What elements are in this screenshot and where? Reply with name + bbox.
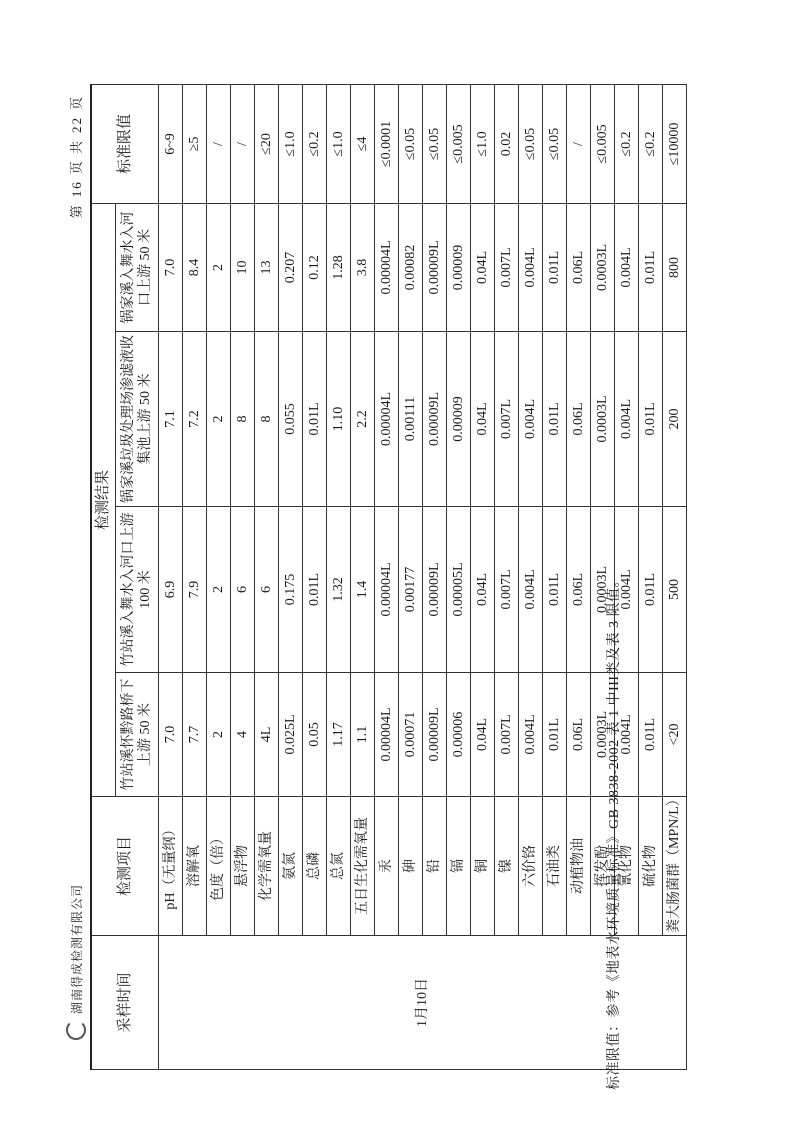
item-name: 总氮	[327, 797, 351, 936]
table-row	[567, 84, 591, 1069]
table-row	[351, 84, 375, 1069]
table-row	[183, 84, 207, 1069]
table-row	[255, 84, 279, 1069]
result-value: 500	[663, 507, 687, 673]
header-item: 检测项目	[91, 797, 159, 936]
result-value: 10	[231, 203, 255, 331]
result-value: 0.00004L	[375, 203, 399, 331]
result-value: 0.207	[279, 203, 303, 331]
item-name: 悬浮物	[231, 797, 255, 936]
table-row	[279, 84, 303, 1069]
result-value: 0.00004L	[375, 332, 399, 507]
table-row	[399, 84, 423, 1069]
result-value: 7.1	[159, 332, 183, 507]
item-name: pH（无量纲）	[159, 797, 183, 936]
item-name: 五日生化需氧量	[351, 797, 375, 936]
result-value: 1.1	[351, 673, 375, 797]
result-value: 3.8	[351, 203, 375, 331]
result-value: 0.0003L	[591, 203, 615, 331]
result-value: 0.175	[279, 507, 303, 673]
item-name: 化学需氧量	[255, 797, 279, 936]
standard-limit: ≤0.2	[303, 84, 327, 203]
result-value: 0.055	[279, 332, 303, 507]
standard-limit: ≤0.05	[399, 84, 423, 203]
result-value: 0.025L	[279, 673, 303, 797]
result-value: 0.04L	[471, 203, 495, 331]
header-results: 检测结果	[91, 203, 116, 796]
header-standard: 标准限值	[91, 84, 159, 203]
result-value: 6.9	[159, 507, 183, 673]
result-value: 0.04L	[471, 332, 495, 507]
result-value: 8	[231, 332, 255, 507]
result-value: 0.01L	[639, 507, 663, 673]
result-value: 7.0	[159, 673, 183, 797]
result-value: 0.00006	[447, 673, 471, 797]
result-value: 6	[255, 507, 279, 673]
result-value: 0.0003L	[591, 332, 615, 507]
company-header	[66, 884, 86, 1040]
result-value: 0.04L	[471, 507, 495, 673]
result-value: 7.0	[159, 203, 183, 331]
result-value: 1.17	[327, 673, 351, 797]
item-name: 色度（倍）	[207, 797, 231, 936]
header-site-3: 锅家溪垃圾处理场渗滤液收集池上游 50 米	[116, 332, 159, 507]
table-row	[327, 84, 351, 1069]
table-row	[663, 84, 687, 1069]
table-row	[543, 84, 567, 1069]
result-value: 8	[255, 332, 279, 507]
result-value: 2.2	[351, 332, 375, 507]
standard-limit: ≤0.005	[591, 84, 615, 203]
standard-limit: ≤10000	[663, 84, 687, 203]
result-value: 0.007L	[495, 507, 519, 673]
standard-limit: ≤0.05	[519, 84, 543, 203]
result-value: 7.9	[183, 507, 207, 673]
result-value: 0.06L	[567, 332, 591, 507]
result-value: 0.004L	[519, 507, 543, 673]
item-name: 总磷	[303, 797, 327, 936]
table-row	[303, 84, 327, 1069]
result-value: 0.007L	[495, 673, 519, 797]
result-value: 200	[663, 332, 687, 507]
table-row	[207, 84, 231, 1069]
result-value: 0.00004L	[375, 507, 399, 673]
result-value: 2	[207, 507, 231, 673]
item-name: 汞	[375, 797, 399, 936]
result-value: 0.01L	[543, 203, 567, 331]
result-value: 0.004L	[615, 673, 639, 797]
standard-limit: /	[207, 84, 231, 203]
standard-limit: ≤20	[255, 84, 279, 203]
item-name: 动植物油	[567, 797, 591, 936]
result-value: 0.00071	[399, 673, 423, 797]
result-value: 0.00004L	[375, 673, 399, 797]
result-value: 0.00009	[447, 332, 471, 507]
standard-limit: ≤0.005	[447, 84, 471, 203]
item-name: 砷	[399, 797, 423, 936]
result-value: 0.004L	[615, 507, 639, 673]
result-value: 0.00009	[447, 203, 471, 331]
result-value: 0.01L	[639, 203, 663, 331]
table-row	[159, 84, 183, 1069]
result-value: 0.0003L	[591, 673, 615, 797]
item-name: 溶解氧	[183, 797, 207, 936]
result-value: 0.01L	[303, 332, 327, 507]
result-value: 0.00177	[399, 507, 423, 673]
table-row	[447, 84, 471, 1069]
result-value: 0.01L	[543, 673, 567, 797]
item-name: 石油类	[543, 797, 567, 936]
table-row	[375, 84, 399, 1069]
result-value: 0.05	[303, 673, 327, 797]
standard-limit: ≤0.05	[423, 84, 447, 203]
standard-limit: ≤0.05	[543, 84, 567, 203]
result-value: 1.4	[351, 507, 375, 673]
header-site-2: 竹站溪入舞水入河口上游 100 米	[116, 507, 159, 673]
standard-limit: ≤0.2	[615, 84, 639, 203]
result-value: 0.12	[303, 203, 327, 331]
result-value: 0.00005L	[447, 507, 471, 673]
item-name: 六价铬	[519, 797, 543, 936]
header-site-1: 竹站溪怀黔路桥下上游 50 米	[116, 673, 159, 797]
result-value: 0.06L	[567, 507, 591, 673]
table-row	[423, 84, 447, 1069]
result-value: 0.04L	[471, 673, 495, 797]
standard-limit: ≤0.0001	[375, 84, 399, 203]
result-value: 7.2	[183, 332, 207, 507]
page-number: 第16页 共22页	[69, 95, 84, 219]
result-value: 0.01L	[639, 673, 663, 797]
result-value: 2	[207, 203, 231, 331]
item-name: 粪大肠菌群（MPN/L）	[663, 797, 687, 936]
result-value: 4	[231, 673, 255, 797]
table-row	[471, 84, 495, 1069]
result-value: 0.06L	[567, 673, 591, 797]
result-value: 0.00009L	[423, 673, 447, 797]
result-value: 0.01L	[639, 332, 663, 507]
result-value: 0.004L	[615, 203, 639, 331]
result-value: 7.7	[183, 673, 207, 797]
result-value: 0.06L	[567, 203, 591, 331]
result-value: 0.004L	[519, 673, 543, 797]
result-value: 1.10	[327, 332, 351, 507]
result-value: 0.00009L	[423, 332, 447, 507]
result-value: 0.01L	[303, 507, 327, 673]
result-value: 0.004L	[519, 332, 543, 507]
standard-limit: ≤1.0	[327, 84, 351, 203]
item-name: 镉	[447, 797, 471, 936]
standard-note: 标准限值：参考《地表水环境质量标准》GB 3838-2002 表 1 中III类及表 3 限值。	[607, 572, 622, 1090]
item-name: 镍	[495, 797, 519, 936]
result-value: 1.32	[327, 507, 351, 673]
standard-limit: ≤1.0	[279, 84, 303, 203]
item-name: 铜	[471, 797, 495, 936]
result-value: 0.0003L	[591, 507, 615, 673]
header-sampling-time: 采样时间	[91, 936, 159, 1070]
result-value: 0.01L	[543, 507, 567, 673]
item-name: 铅	[423, 797, 447, 936]
standard-limit: /	[567, 84, 591, 203]
result-value: 0.00082	[399, 203, 423, 331]
result-value: 0.004L	[519, 203, 543, 331]
result-value: 0.00009L	[423, 507, 447, 673]
item-name: 氨氮	[279, 797, 303, 936]
standard-limit: ≤0.2	[639, 84, 663, 203]
result-value: 8.4	[183, 203, 207, 331]
result-value: <20	[663, 673, 687, 797]
company-name: 湖南得成检测有限公司	[69, 883, 84, 1014]
result-value: 800	[663, 203, 687, 331]
item-name: 挥发酚	[591, 797, 615, 936]
standard-limit: /	[231, 84, 255, 203]
standard-limit: ≤4	[351, 84, 375, 203]
item-name: 氰化物	[615, 797, 639, 936]
result-value: 0.00111	[399, 332, 423, 507]
table-row	[639, 84, 663, 1069]
table-row	[231, 84, 255, 1069]
company-logo-icon	[66, 1020, 86, 1040]
result-value: 0.007L	[495, 203, 519, 331]
table-row	[495, 84, 519, 1069]
standard-limit: 6~9	[159, 84, 183, 203]
result-value: 0.007L	[495, 332, 519, 507]
table-row	[519, 84, 543, 1069]
result-value: 4L	[255, 673, 279, 797]
item-name: 硫化物	[639, 797, 663, 936]
results-table	[90, 84, 687, 1070]
result-value: 0.004L	[615, 332, 639, 507]
result-value: 1.28	[327, 203, 351, 331]
result-value: 0.01L	[543, 332, 567, 507]
sampling-date: 1月10日	[159, 936, 687, 1070]
result-value: 13	[255, 203, 279, 331]
result-value: 2	[207, 673, 231, 797]
standard-limit: ≤1.0	[471, 84, 495, 203]
result-value: 0.00009L	[423, 203, 447, 331]
result-value: 6	[231, 507, 255, 673]
header-site-4: 锅家溪入舞水入河口上游 50 米	[116, 203, 159, 331]
result-value: 2	[207, 332, 231, 507]
standard-limit: ≥5	[183, 84, 207, 203]
standard-limit: 0.02	[495, 84, 519, 203]
